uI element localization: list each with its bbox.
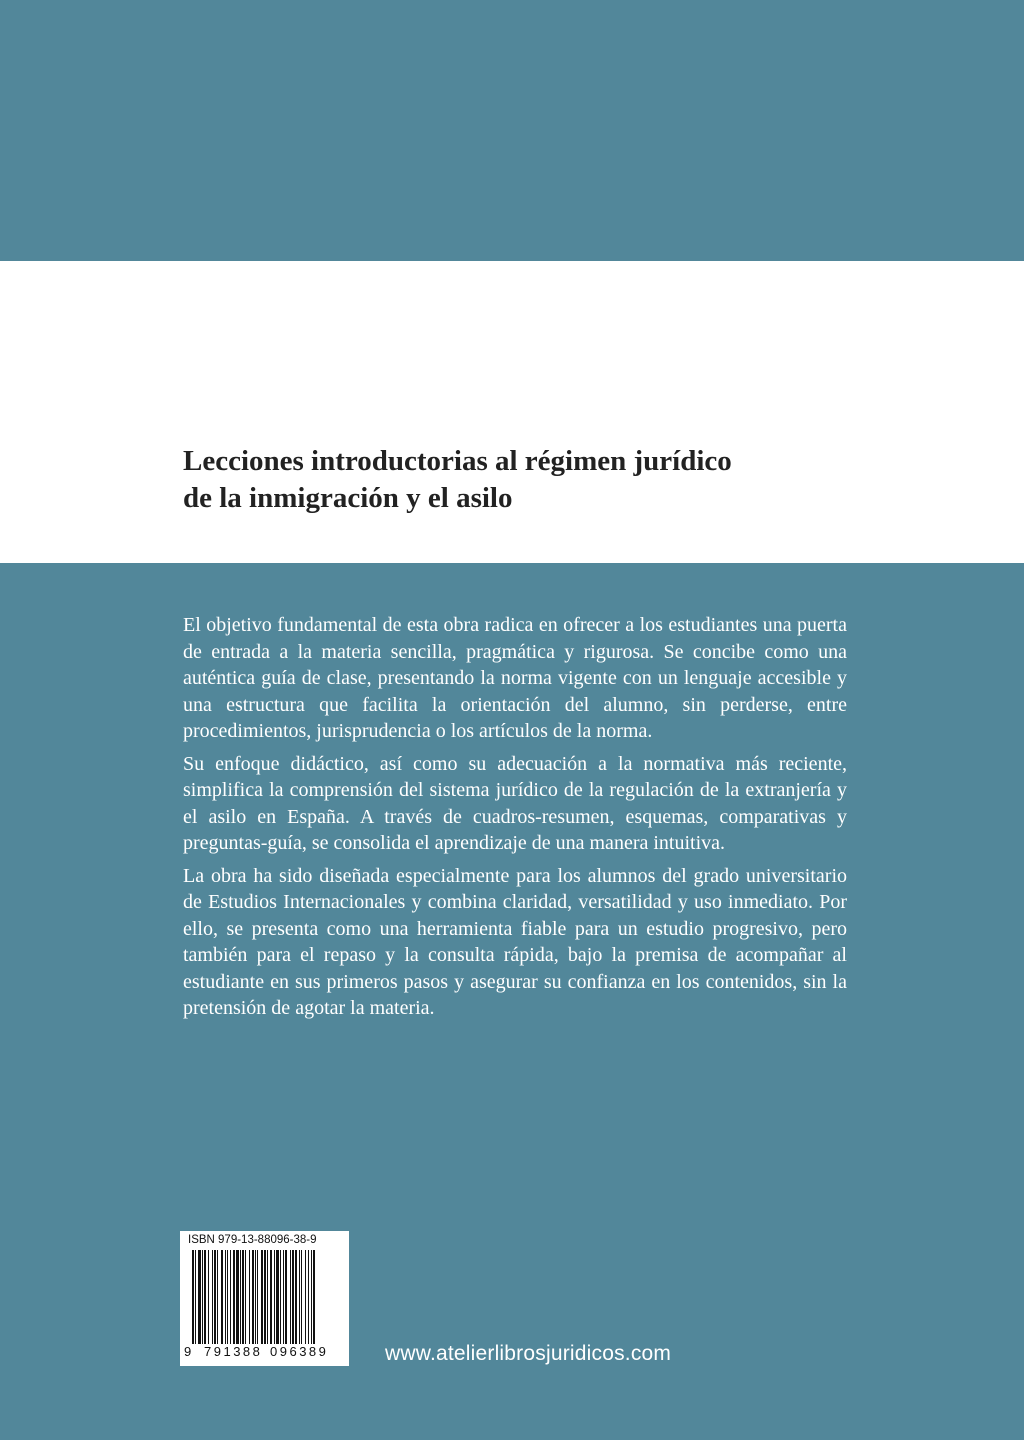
barcode-bars <box>188 1250 341 1344</box>
book-title <box>183 443 883 517</box>
barcode-bar <box>299 1250 300 1344</box>
barcode-bar <box>192 1250 194 1344</box>
barcode-bar <box>255 1250 256 1344</box>
barcode-bar <box>274 1250 275 1344</box>
blurb-paragraph-3: La obra ha sido diseñada especialmente para los alumnos del grado universitario de Estudios Internacionales y combina claridad, versatilidad y uso inmediato. Por ello, se presenta como una herramienta fiable para un estudio progresivo, pero también para el repaso y la consulta rápida, bajo la premisa de acompañar al estudiante en sus primeros pasos y asegurar su confianza en los contenidos, sin la pretensión de agotar la materia. <box>183 864 847 1019</box>
barcode-bar <box>305 1250 306 1344</box>
blurb-paragraph-1: El objetivo fundamental de esta obra radica en ofrecer a los estudiantes una puerta de entrada a la materia sencilla, pragmática y rigurosa. Se concibe como una auténtica guía de clase, presentando la norma vigente con un lenguaje accesible y una estructura que facilita la orientación del alumno, sin perderse, entre procedimientos, jurisprudencia o los artículos de la norma. <box>183 614 847 742</box>
barcode-bar <box>311 1250 312 1344</box>
barcode-bar <box>198 1250 201 1344</box>
barcode-bar <box>301 1250 302 1344</box>
barcode-bar <box>257 1250 258 1344</box>
book-title-line-1: Lecciones introductorias al régimen jurídico <box>183 445 732 477</box>
barcode-bar <box>208 1250 209 1344</box>
barcode-bar <box>217 1250 218 1344</box>
barcode-bar <box>267 1250 268 1344</box>
barcode-bar <box>230 1250 231 1344</box>
barcode-bar <box>225 1250 226 1344</box>
book-title-line-2: de la inmigración y el asilo <box>183 482 513 514</box>
ean-first-digit: 9 <box>184 1344 192 1359</box>
isbn-label: ISBN 979-13-88096-38-9 <box>188 1234 317 1246</box>
barcode-bar <box>202 1250 203 1344</box>
barcode-bar <box>280 1250 281 1344</box>
barcode-bar <box>249 1250 250 1344</box>
barcode-bar <box>313 1250 315 1344</box>
barcode-bar <box>204 1250 206 1344</box>
blurb-paragraph-2: Su enfoque didáctico, así como su adecuación a la normativa más reciente, simplifica la comprensión del sistema jurídico de la regulación de la extranjería y el asilo en España. A través de cuadros-resumen, esquemas, comparativas y preguntas-guía, se consolida el aprendizaje de una manera intuitiva. <box>183 752 847 854</box>
title-band <box>0 261 1024 563</box>
back-cover-blurb <box>183 612 847 1028</box>
barcode-bar <box>227 1250 228 1344</box>
top-color-band <box>0 0 1024 261</box>
barcode-bar <box>261 1250 263 1344</box>
barcode-bar <box>270 1250 272 1344</box>
barcode-bar <box>285 1250 287 1344</box>
isbn-barcode <box>180 1231 349 1366</box>
barcode-bar <box>242 1250 244 1344</box>
barcode-bar <box>292 1250 294 1344</box>
barcode-bar <box>283 1250 284 1344</box>
publisher-website: www.atelierlibrosjuridicos.com <box>385 1342 672 1365</box>
barcode-bar <box>240 1250 241 1344</box>
ean-left-group: 791388 <box>204 1344 263 1359</box>
barcode-bar <box>221 1250 223 1344</box>
barcode-bar <box>214 1250 216 1344</box>
barcode-bar <box>195 1250 196 1344</box>
barcode-bar <box>295 1250 297 1344</box>
barcode-bar <box>212 1250 213 1344</box>
barcode-bar <box>290 1250 291 1344</box>
barcode-bar <box>236 1250 239 1344</box>
barcode-bar <box>264 1250 266 1344</box>
barcode-bar <box>308 1250 309 1344</box>
barcode-bar <box>252 1250 254 1344</box>
barcode-bar <box>276 1250 279 1344</box>
ean-digits <box>182 1344 347 1362</box>
barcode-bar <box>245 1250 246 1344</box>
barcode-bar <box>233 1250 235 1344</box>
ean-right-group: 096389 <box>270 1344 329 1359</box>
